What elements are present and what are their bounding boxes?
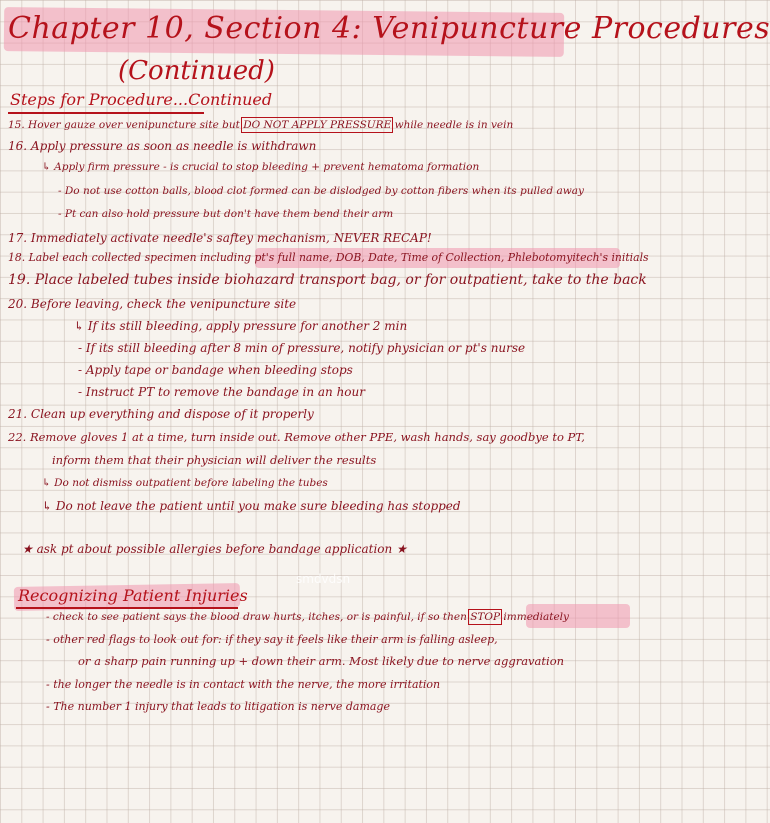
page-subtitle: (Continued) bbox=[118, 56, 275, 86]
step-15-part-a: 15. Hover gauze over venipuncture site but bbox=[8, 119, 240, 131]
steps-heading-underline bbox=[8, 112, 204, 114]
injury-line-4: - The number 1 injury that leads to litigation is nerve damage bbox=[46, 700, 390, 713]
step-18: 18. Label each collected specimen including pt's full name, DOB, Date, Time of Collection, Phlebotomyitech's initials bbox=[8, 251, 649, 264]
page-title: Chapter 10, Section 4: Venipuncture Procedures bbox=[8, 11, 770, 46]
step-22-detail-a: inform them that their physician will deliver the results bbox=[52, 453, 377, 467]
injury-line-2b: or a sharp pain running up + down their arm. Most likely due to nerve aggravation bbox=[78, 654, 565, 668]
step-22-detail-b: ↳ Do not dismiss outpatient before labeling the tubes bbox=[42, 477, 328, 489]
step-22-detail-c: ↳ Do not leave the patient until you make sure bleeding has stopped bbox=[42, 499, 461, 513]
step-16-detail-a: ↳ Apply firm pressure - is crucial to stop bleeding + prevent hematoma formation bbox=[42, 161, 480, 173]
step-17: 17. Immediately activate needle's saftey mechanism, NEVER RECAP! bbox=[8, 231, 432, 245]
step-20: 20. Before leaving, check the venipuncture site bbox=[8, 297, 297, 311]
injury-line-2a: - other red flags to look out for: if they say it feels like their arm is falling asleep, bbox=[46, 633, 498, 646]
step-15-boxed-warning: DO NOT APPLY PRESSURE bbox=[243, 119, 392, 131]
step-16: 16. Apply pressure as soon as needle is withdrawn bbox=[8, 139, 317, 153]
injuries-heading-underline bbox=[16, 607, 238, 609]
step-16-detail-c: - Pt can also hold pressure but don't have them bend their arm bbox=[58, 208, 394, 220]
step-20-detail-d: - Instruct PT to remove the bandage in an hour bbox=[78, 385, 365, 399]
step-19: 19. Place labeled tubes inside biohazard transport bag, or for outpatient, take to the back bbox=[8, 272, 647, 288]
injury-line-1-part-c: immediately bbox=[503, 611, 569, 623]
injuries-heading: Recognizing Patient Injuries bbox=[18, 586, 248, 605]
step-22: 22. Remove gloves 1 at a time, turn inside out. Remove other PPE, wash hands, say goodbye to PT, bbox=[8, 430, 585, 444]
step-16-detail-b: - Do not use cotton balls, blood clot formed can be dislodged by cotton fibers when its pulled away bbox=[58, 185, 584, 197]
step-15-part-c: while needle is in vein bbox=[394, 119, 514, 131]
step-15-text bbox=[8, 120, 513, 131]
watermark: smdvdsn bbox=[296, 572, 351, 586]
step-20-detail-c: - Apply tape or bandage when bleeding stops bbox=[78, 363, 353, 377]
steps-heading: Steps for Procedure...Continued bbox=[10, 90, 273, 109]
injury-line-1 bbox=[46, 612, 569, 623]
injury-line-3: - the longer the needle is in contact with the nerve, the more irritation bbox=[46, 678, 441, 691]
allergy-star-note: ★ ask pt about possible allergies before bandage application ★ bbox=[22, 542, 407, 556]
step-20-detail-a: ↳ If its still bleeding, apply pressure for another 2 min bbox=[74, 319, 408, 333]
injury-line-1-part-a: - check to see patient says the blood draw hurts, itches, or is painful, if so then bbox=[46, 611, 467, 623]
step-20-detail-b: - If its still bleeding after 8 min of pressure, notify physician or pt's nurse bbox=[78, 341, 526, 355]
step-21: 21. Clean up everything and dispose of it properly bbox=[8, 407, 314, 421]
injury-stop-boxed: STOP bbox=[470, 611, 501, 623]
